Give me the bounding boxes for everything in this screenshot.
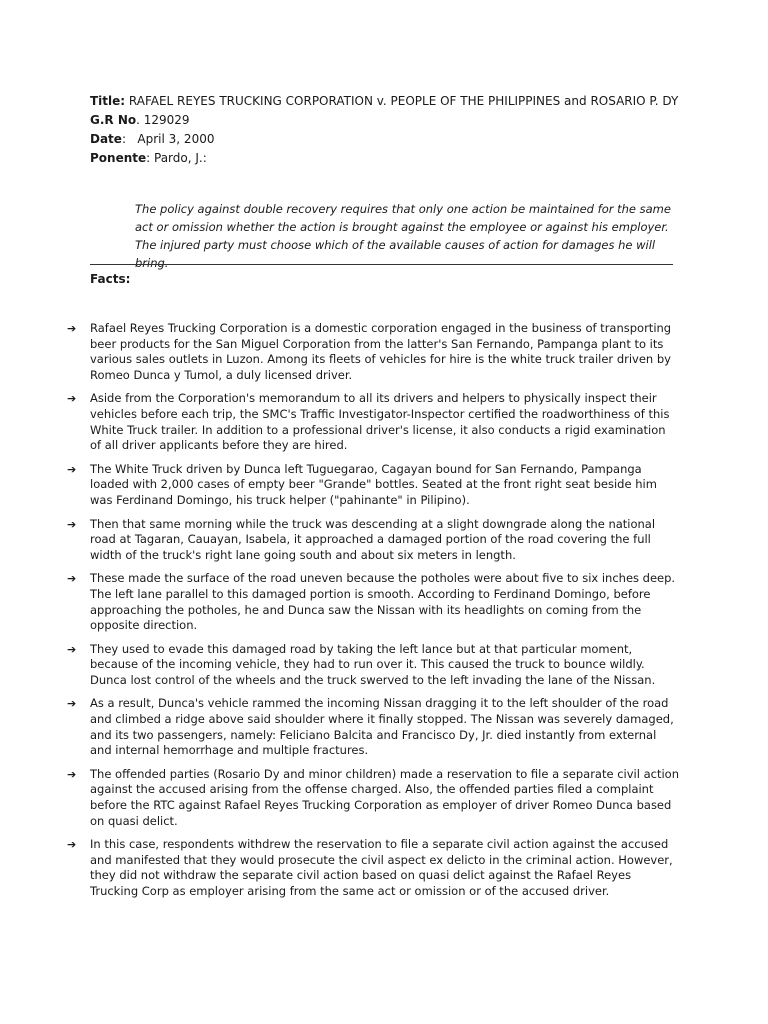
fact-item	[67, 321, 679, 383]
arrow-bullet-icon: ➔	[67, 462, 77, 476]
fact-text: They used to evade this damaged road by taking the left lance but at that particular moment, because of the incoming vehicle, they had to run over it. This caused the truck to bounce wildly. Dunca lost control of the wheels and the truck swerved to the left invading the lane of the Nissan.	[90, 641, 656, 687]
fact-item	[67, 767, 679, 829]
title-label: Title:	[90, 94, 126, 108]
fact-text: Aside from the Corporation's memorandum to all its drivers and helpers to physically inspect their vehicles before each trip, the SMC's Traffic Investigator-Inspector certified the roadworthiness of this White Truck trailer. In addition to a professional driver's license, it also conducts a rigid examination of all driver applicants before they are hired.	[90, 391, 670, 453]
fact-text: The offended parties (Rosario Dy and minor children) made a reservation to file a separate civil action against the accused arising from the offense charged. Also, the offended parties filed a complaint before the RTC against Rafael Reyes Trucking Corporation as employer of driver Romeo Dunca based on quasi delict.	[90, 766, 679, 828]
doctrine-quote: The policy against double recovery requires that only one action be maintained for the same act or omission whether the action is brought against the employee or against his employer. The injured party must choose which of the available causes of action for damages he will bring.	[135, 202, 671, 270]
title-line	[90, 92, 710, 111]
gr-number-value: . 129029	[136, 113, 190, 127]
fact-text: In this case, respondents withdrew the reservation to file a separate civil action against the accused and manifested that they would prosecute the civil aspect ex delicto in the criminal action. However, they did not withdraw the separate civil action based on quasi delict against the Rafael Reyes Trucking Corp as employer arising from the same act or omission or of the accused driver.	[90, 837, 673, 898]
ponente-line	[90, 149, 710, 168]
title-value: RAFAEL REYES TRUCKING CORPORATION v. PEOPLE OF THE PHILIPPINES and ROSARIO P. DY	[125, 94, 679, 108]
fact-text: Rafael Reyes Trucking Corporation is a domestic corporation engaged in the business of transporting beer products for the San Miguel Corporation from the latter's San Fernando, Pampanga plant to its various sales outlets in Luzon. Among its fleets of vehicles for hire is the white truck trailer driven by Romeo Dunca y Tumol, a duly licensed driver.	[90, 321, 672, 382]
arrow-bullet-icon: ➔	[67, 517, 77, 531]
fact-text: These made the surface of the road uneven because the potholes were about five to six inches deep. The left lane parallel to this damaged portion is smooth. According to Ferdinand Domingo, before approaching the potholes, he and Dunca saw the Nissan with its headlights on coming from the opposite direction.	[90, 571, 676, 633]
gr-number-line	[90, 111, 710, 130]
arrow-bullet-icon: ➔	[67, 767, 77, 781]
fact-text: Then that same morning while the truck was descending at a slight downgrade along the national road at Tagaran, Cauayan, Isabela, it approached a damaged portion of the road covering the full width of the truck's right lane going south and about six meters in length.	[90, 516, 656, 562]
fact-item	[67, 837, 679, 899]
arrow-bullet-icon: ➔	[67, 697, 77, 711]
arrow-bullet-icon: ➔	[67, 322, 77, 335]
date-value: : April 3, 2000	[121, 132, 215, 146]
date-line	[90, 130, 710, 149]
arrow-bullet-icon: ➔	[67, 642, 77, 656]
ponente-value: : Pardo, J.:	[146, 151, 207, 165]
ponente-label: Ponente	[90, 151, 147, 165]
gr-number-label: G.R No	[90, 113, 137, 127]
arrow-bullet-icon: ➔	[67, 392, 77, 406]
date-label: Date	[90, 132, 122, 146]
fact-item	[67, 517, 679, 564]
facts-list	[67, 321, 679, 908]
case-metadata	[90, 92, 710, 168]
arrow-bullet-icon: ➔	[67, 838, 77, 852]
arrow-bullet-icon: ➔	[67, 572, 77, 586]
fact-text: As a result, Dunca's vehicle rammed the incoming Nissan dragging it to the left shoulder of the road and climbed a ridge above said shoulder where it finally stopped. The Nissan was severely damaged, and its two passengers, namely: Feliciano Balcita and Francisco Dy, Jr. died instantly from external and internal hemorrhage and multiple fractures.	[90, 696, 674, 758]
fact-item	[67, 571, 679, 633]
section-divider	[90, 264, 673, 265]
fact-item	[67, 462, 679, 509]
fact-item	[67, 696, 679, 758]
fact-text: The White Truck driven by Dunca left Tuguegarao, Cagayan bound for San Fernando, Pampanga loaded with 2,000 cases of empty beer "Grande" bottles. Seated at the front right seat beside him was Ferdinand Domingo, his truck helper ("pahinante" in Pilipino).	[90, 461, 657, 507]
fact-item	[67, 391, 679, 453]
fact-item	[67, 642, 679, 689]
facts-heading: Facts:	[90, 272, 131, 286]
